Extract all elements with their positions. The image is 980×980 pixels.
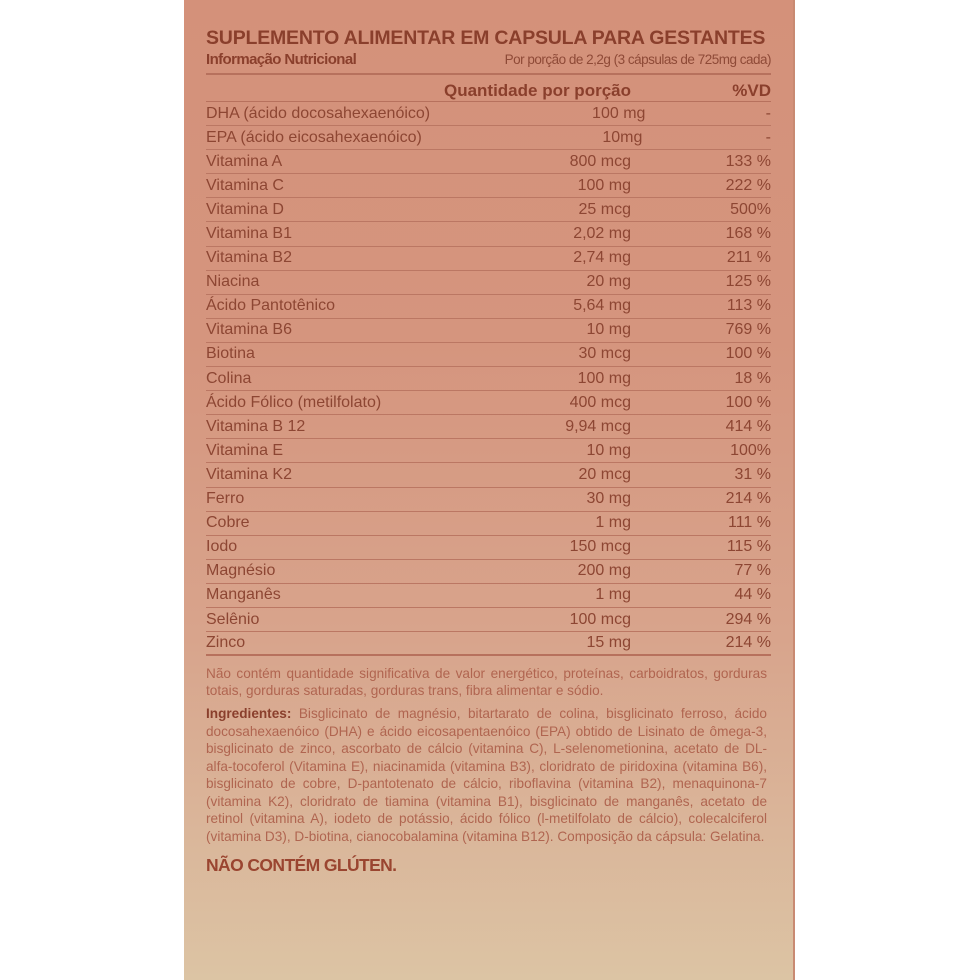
nutrient-daily-value: -: [765, 104, 771, 122]
nutrition-subheader: [206, 50, 771, 75]
table-header: [206, 75, 771, 102]
nutrient-daily-value: 100 %: [725, 393, 771, 411]
nutrient-amount: 10 mg: [586, 321, 631, 339]
nutrient-row: [206, 126, 771, 150]
nutrient-daily-value: 115 %: [726, 538, 771, 556]
nutrient-name: EPA (ácido eicosahexaenóico): [206, 128, 422, 146]
nutrient-name: Niacina: [206, 273, 260, 291]
nutrient-daily-value: 133 %: [725, 152, 771, 170]
nutrient-amount: 9,94 mcg: [565, 417, 631, 435]
nutrient-name: Iodo: [206, 538, 238, 556]
nutrient-row: [206, 415, 771, 439]
nutrient-amount: 100 mg: [592, 104, 646, 122]
nutrient-row: [206, 608, 771, 632]
nutrient-daily-value: -: [765, 128, 771, 146]
nutrient-amount: 30 mg: [586, 490, 631, 508]
nutrient-name: Ferro: [206, 490, 245, 508]
nutrient-daily-value: 414 %: [725, 417, 771, 435]
nutrient-amount: 15 mg: [586, 634, 631, 652]
nutrient-name: Vitamina E: [206, 441, 284, 459]
nutrition-note: Não contém quantidade significativa de valor energético, proteínas, carboidratos, gorduras totais, gorduras saturadas, gorduras trans, fibra alimentar e sódio.: [206, 666, 767, 699]
nutrient-amount: 5,64 mg: [573, 297, 631, 315]
nutrient-amount: 1 mg: [595, 514, 631, 532]
nutrient-amount: 800 mcg: [569, 152, 631, 170]
nutrition-label-panel: [184, 0, 795, 980]
nutrient-daily-value: 222 %: [725, 176, 771, 194]
nutrient-daily-value: 769 %: [725, 321, 771, 339]
nutrient-daily-value: 113 %: [726, 297, 771, 315]
nutrient-row: [206, 271, 771, 295]
nutrient-amount: 100 mg: [577, 369, 631, 387]
nutrient-name: Zinco: [206, 634, 246, 652]
nutrient-row: [206, 222, 771, 246]
nutrient-amount: 150 mcg: [569, 538, 631, 556]
nutrient-row: [206, 102, 771, 126]
nutrient-name: Selênio: [206, 610, 260, 628]
nutrient-name: Vitamina C: [206, 176, 284, 194]
nutrient-row: [206, 367, 771, 391]
nutrient-daily-value: 214 %: [725, 634, 771, 652]
nutrient-amount: 400 mcg: [569, 393, 631, 411]
nutrient-name: Vitamina B6: [206, 321, 292, 339]
nutrient-name: Vitamina B2: [206, 249, 292, 267]
nutrient-row: [206, 463, 771, 487]
ingredients: [206, 705, 771, 845]
nutrient-daily-value: 77 %: [734, 562, 771, 580]
nutrient-daily-value: 500%: [730, 200, 771, 218]
nutrition-label-content: [206, 26, 771, 876]
nutrient-row: [206, 584, 771, 608]
nutrient-name: Biotina: [206, 345, 255, 363]
nutrient-amount: 20 mcg: [578, 465, 631, 483]
nutrient-daily-value: 44 %: [734, 586, 771, 604]
nutrient-name: Magnésio: [206, 562, 276, 580]
nutrient-amount: 30 mcg: [578, 345, 631, 363]
nutrient-amount: 10mg: [602, 128, 643, 146]
nutrient-amount: 200 mg: [577, 562, 631, 580]
serving-size: Por porção de 2,2g (3 cápsulas de 725mg cada): [504, 52, 771, 67]
nutrient-daily-value: 294 %: [725, 610, 771, 628]
nutrient-amount: 10 mg: [586, 441, 631, 459]
nutrient-name: DHA (ácido docosahexaenóico): [206, 104, 431, 122]
nutrient-row: [206, 295, 771, 319]
nutrient-row: [206, 512, 771, 536]
nutrient-name: Colina: [206, 369, 252, 387]
nutrient-row: [206, 247, 771, 271]
nutrient-row: [206, 198, 771, 222]
nutrient-daily-value: 31 %: [734, 465, 771, 483]
nutrient-amount: 25 mcg: [578, 200, 631, 218]
nutrient-name: Ácido Pantotênico: [206, 297, 335, 315]
nutrient-daily-value: 211 %: [726, 249, 771, 267]
nutrient-daily-value: 100 %: [725, 345, 771, 363]
nutrient-row: [206, 343, 771, 367]
ingredients-text: Bisglicinato de magnésio, bitartarato de colina, bisglicinato ferroso, ácido docosahexaenóico (DHA) e ácido eicosapentaenóico (EPA) obtido de Lisinato de ômega-3, bisglicinato de zinco, ascorbato de cálcio (vitamina C), L-selenometionina, acetato de DL-alfa-tocoferol (Vitamina E), niacinamida (vitamina B3), cloridrato de piridoxina (vitamina B6), bisglicinato de cobre, D-pantotenato de cálcio, riboflavina (vitamina B2), menaquinona-7 (vitamina K2), cloridrato de tiamina (vitamina B1), bisglicinato de manganês, acetato de retinol (vitamina A), iodeto de potássio, ácido fólico (l-metilfolato de cálcio), colecalciferol (vitamina D3), D-biotina, cianocobalamina (vitamina B12). Composição da cápsula: Gelatina.: [206, 706, 767, 844]
nutrient-name: Cobre: [206, 514, 250, 532]
product-title: SUPLEMENTO ALIMENTAR EM CAPSULA PARA GESTANTES: [206, 27, 766, 49]
nutrient-row: [206, 632, 771, 656]
nutrient-row: [206, 150, 771, 174]
nutrient-daily-value: 214 %: [725, 490, 771, 508]
nutrient-row: [206, 174, 771, 198]
nutrient-amount: 100 mg: [577, 176, 631, 194]
nutrient-daily-value: 168 %: [725, 225, 771, 243]
nutrient-daily-value: 100%: [730, 441, 771, 459]
nutrient-amount: 100 mcg: [569, 610, 631, 628]
nutrient-row: [206, 488, 771, 512]
nutrient-row: [206, 439, 771, 463]
nutrient-name: Vitamina D: [206, 200, 284, 218]
nutrient-amount: 20 mg: [586, 273, 631, 291]
nutrient-name: Vitamina K2: [206, 465, 292, 483]
nutrient-row: [206, 560, 771, 584]
nutrient-name: Ácido Fólico (metilfolato): [206, 393, 382, 411]
nutrient-name: Vitamina B1: [206, 225, 292, 243]
nutrient-amount: 2,02 mg: [573, 225, 631, 243]
column-header-daily-value: %VD: [732, 81, 771, 100]
nutrition-info-label: Informação Nutricional: [206, 51, 357, 68]
nutrient-name: Vitamina A: [206, 152, 283, 170]
nutrient-row: [206, 319, 771, 343]
nutrient-row: [206, 391, 771, 415]
nutrient-amount: 1 mg: [595, 586, 631, 604]
nutrient-row: [206, 536, 771, 560]
column-header-quantity: Quantidade por porção: [443, 81, 631, 100]
nutrient-name: Manganês: [206, 586, 281, 604]
nutrient-name: Vitamina B 12: [206, 417, 306, 435]
nutrient-daily-value: 18 %: [734, 369, 771, 387]
nutrient-amount: 2,74 mg: [573, 249, 631, 267]
nutrient-daily-value: 111 %: [728, 514, 771, 532]
gluten-warning: NÃO CONTÉM GLÚTEN.: [206, 855, 397, 876]
nutrient-daily-value: 125 %: [725, 273, 771, 291]
nutrient-table: [206, 102, 771, 656]
ingredients-label: Ingredientes:: [206, 706, 292, 722]
